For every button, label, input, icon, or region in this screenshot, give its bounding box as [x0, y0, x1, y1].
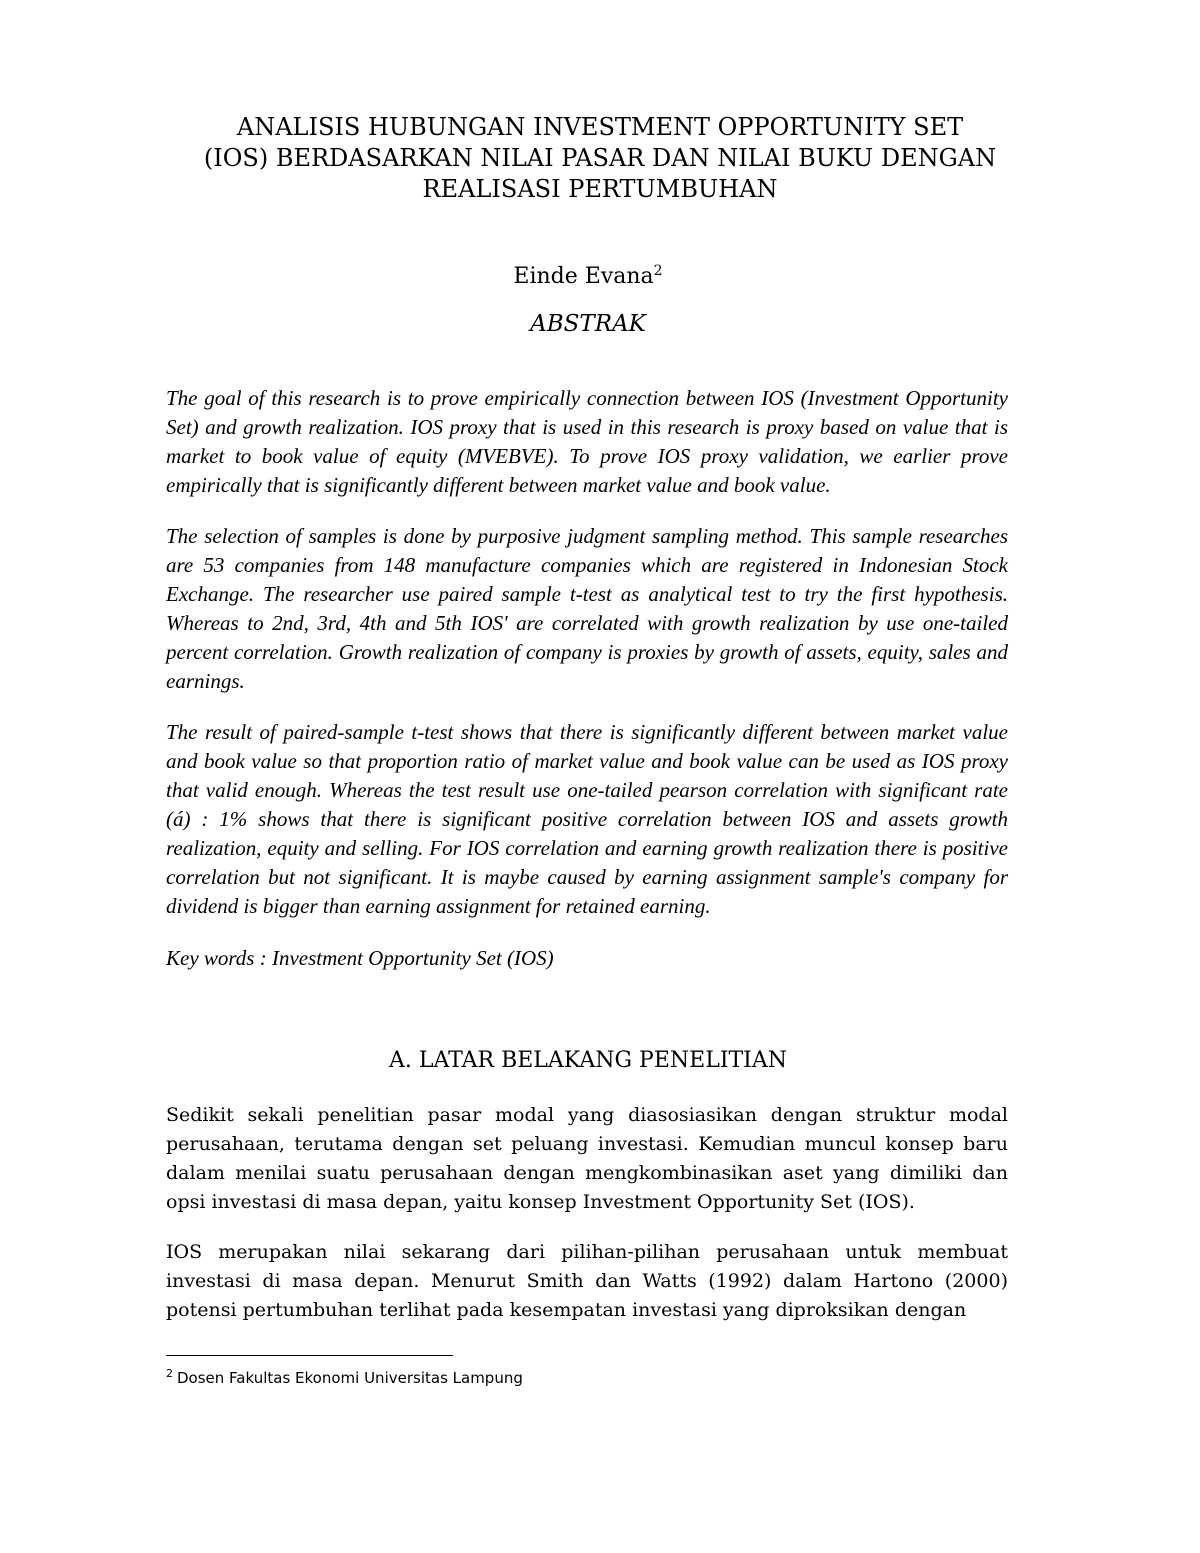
section-heading: A. LATAR BELAKANG PENELITIAN — [388, 1048, 788, 1073]
abstract-heading: ABSTRAK — [530, 311, 646, 337]
paper-title — [150, 112, 1050, 205]
author-name: Einde Evana — [513, 264, 654, 289]
abstract-paragraph: The goal of this research is to prove empirically connection between IOS (Investment Opportunity Set) and growth realization. IOS proxy that is used in this research is proxy based on value that is market to book value of equity (MVEBVE). To prove IOS proxy validation, we earlier prove empirically that is significantly different between market value and book value. — [166, 386, 1008, 497]
footnote-separator — [166, 1355, 453, 1356]
author-line — [0, 257, 1176, 291]
title-line: (IOS) BERDASARKAN NILAI PASAR DAN NILAI BUKU DENGAN — [203, 144, 997, 172]
footnote-marker: 2 — [166, 1367, 173, 1380]
body-paragraph: Sedikit sekali penelitian pasar modal yang diasosiasikan dengan struktur modal perusahaan, terutama dengan set peluang investasi. Kemudian muncul konsep baru dalam menilai suatu perusahaan dengan mengkombinasikan aset yang dimiliki dan opsi investasi di masa depan, yaitu konsep Investment Opportunity Set (IOS). — [166, 1104, 1008, 1213]
footnote — [166, 1364, 1008, 1388]
abstract-paragraph: The result of paired-sample t-test shows that there is significantly different between market value and book value so that proportion ratio of market value and book value can be used as IOS proxy that valid enough. Whereas the test result use one-tailed pearson correlation with significant rate (á) : 1% shows that there is significant positive correlation between IOS and assets growth realization, equity and selling. For IOS correlation and earning growth realization there is positive correlation but not significant. It is maybe caused by earning assignment sample's company for dividend is bigger than earning assignment for retained earning. — [166, 720, 1008, 918]
title-line: ANALISIS HUBUNGAN INVESTMENT OPPORTUNITY SET — [236, 113, 964, 141]
author-footnote-marker: 2 — [653, 263, 663, 279]
footnote-text: Dosen Fakultas Ekonomi Universitas Lampung — [177, 1369, 523, 1387]
title-line: REALISASI PERTUMBUHAN — [422, 175, 778, 203]
keywords-line: Key words : Investment Opportunity Set (IOS) — [166, 946, 554, 970]
abstract-paragraph: The selection of samples is done by purposive judgment sampling method. This sample researches are 53 companies from 148 manufacture companies which are registered in Indonesian Stock Exchange. The researcher use paired sample t-test as analytical test to try the first hypothesis. Whereas to 2nd, 3rd, 4th and 5th IOS' are correlated with growth realization by use one-tailed percent correlation. Growth realization of company is proxies by growth of assets, equity, sales and earnings. — [166, 524, 1008, 693]
body-paragraph: IOS merupakan nilai sekarang dari pilihan-pilihan perusahaan untuk membuat investasi di masa depan. Menurut Smith dan Watts (1992) dalam Hartono (2000) potensi pertumbuhan terlihat pada kesempatan investasi yang diproksikan dengan — [166, 1241, 1008, 1321]
